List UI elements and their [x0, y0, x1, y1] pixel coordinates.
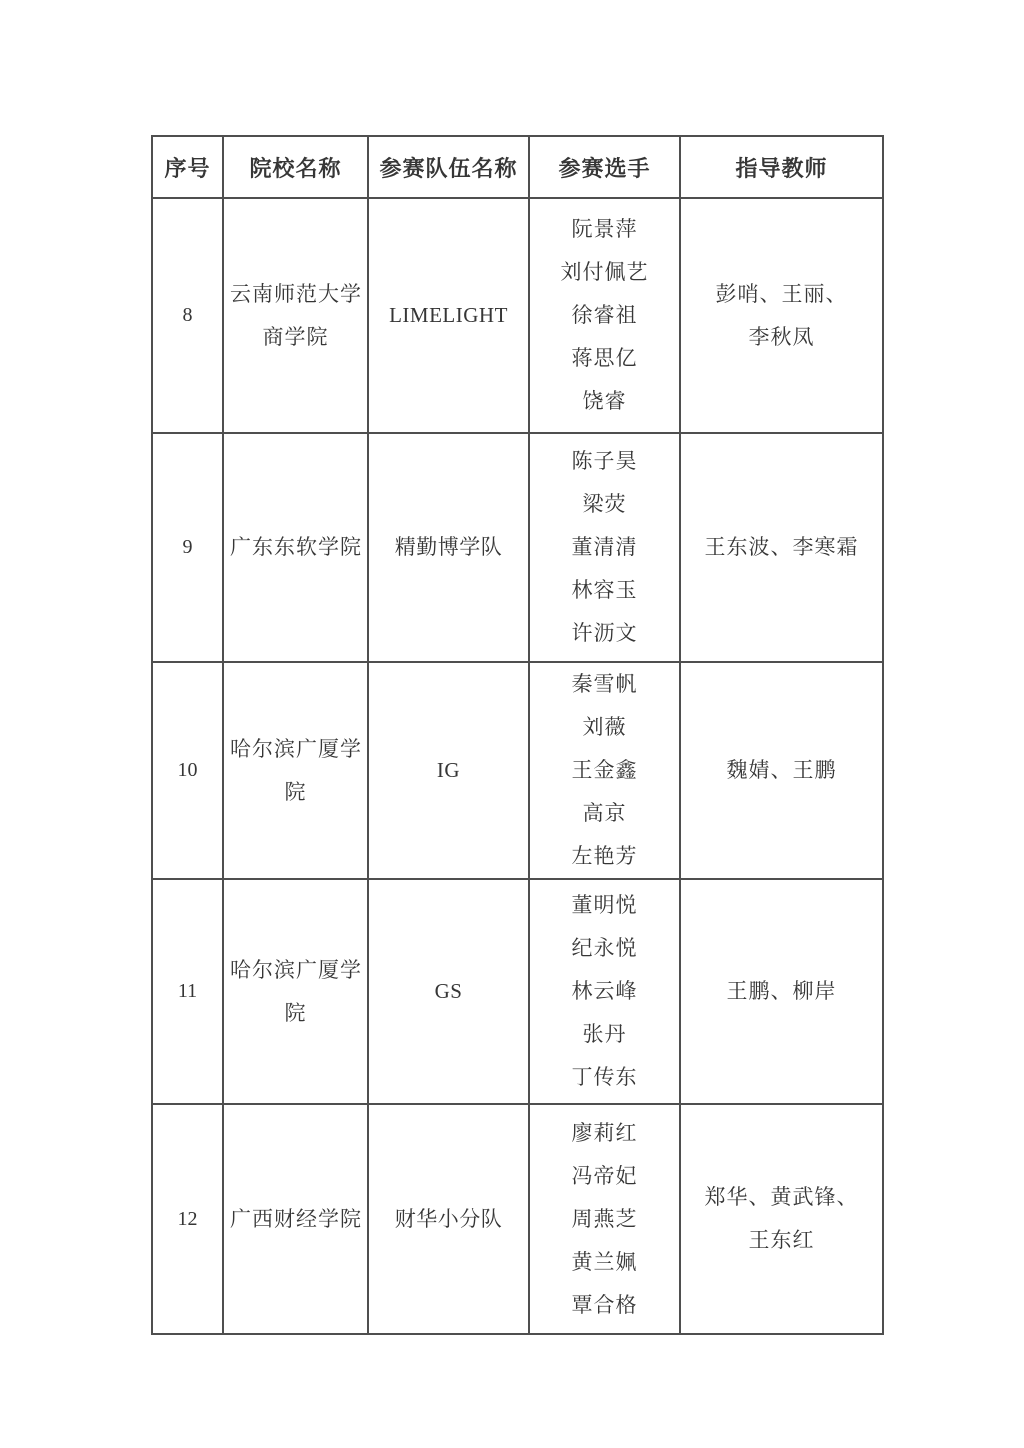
serial-number: 11 — [177, 980, 198, 1002]
team-name: LIMELIGHT — [389, 303, 508, 327]
players-cell — [529, 662, 680, 879]
team-cell — [368, 879, 529, 1104]
team-name: GS — [434, 979, 463, 1003]
team-cell — [368, 1104, 529, 1334]
team-name: 精勤博学队 — [394, 535, 503, 559]
instructors-cell — [680, 879, 883, 1104]
team-name: 财华小分队 — [394, 1206, 503, 1231]
instructor-line: 彭哨、王丽、 — [715, 281, 848, 306]
institution-line: 云南师范大学 — [230, 281, 362, 306]
team-name: IG — [436, 758, 461, 782]
institution-line: 院 — [284, 779, 307, 804]
instructor-line: 魏婧、王鹏 — [726, 758, 837, 782]
column-header-instructors: 指导教师 — [680, 136, 883, 198]
institution-line: 院 — [284, 1000, 307, 1025]
serial-cell — [152, 879, 223, 1104]
player-name: 刘薇 — [582, 715, 627, 739]
players-cell — [529, 879, 680, 1104]
serial-cell — [152, 1104, 223, 1334]
instructors-cell — [680, 662, 883, 879]
institution-line: 商学院 — [262, 324, 329, 349]
serial-number: 12 — [177, 1207, 198, 1230]
team-cell — [368, 198, 529, 433]
teams-table — [151, 135, 884, 1335]
instructor-line: 王东红 — [748, 1228, 815, 1252]
table-header-row — [152, 136, 883, 198]
player-name: 秦雪帆 — [571, 672, 638, 696]
player-name: 冯帝妃 — [571, 1163, 638, 1188]
institution-line: 广东东软学院 — [230, 535, 362, 559]
team-cell — [368, 662, 529, 879]
player-name: 徐睿祖 — [571, 303, 638, 327]
instructor-line: 郑华、黄武锋、 — [704, 1185, 859, 1209]
institution-cell — [223, 198, 368, 433]
institution-line: 广西财经学院 — [230, 1206, 362, 1231]
table-row — [152, 1104, 883, 1334]
player-name: 蒋思亿 — [571, 346, 638, 370]
institution-line: 哈尔滨广厦学 — [230, 736, 362, 761]
institution-cell — [223, 1104, 368, 1334]
table-row — [152, 433, 883, 662]
serial-number: 10 — [177, 759, 198, 781]
player-name: 王金鑫 — [571, 758, 638, 782]
serial-number: 9 — [182, 536, 193, 558]
player-name: 梁荧 — [582, 492, 627, 516]
player-name: 饶睿 — [582, 389, 627, 413]
player-name: 高京 — [582, 801, 627, 825]
player-name: 张丹 — [582, 1022, 627, 1046]
player-name: 黄兰姵 — [571, 1249, 638, 1274]
player-name: 廖莉红 — [571, 1120, 638, 1145]
instructors-cell — [680, 1104, 883, 1334]
player-name: 陈子昊 — [571, 449, 638, 473]
table-row — [152, 662, 883, 879]
player-name: 董清清 — [571, 535, 638, 559]
instructor-line: 王鹏、柳岸 — [726, 979, 837, 1003]
instructor-line: 李秋凤 — [748, 324, 815, 349]
player-name: 左艳芳 — [571, 844, 638, 868]
institution-line: 哈尔滨广厦学 — [230, 957, 362, 982]
institution-cell — [223, 879, 368, 1104]
table-row — [152, 198, 883, 433]
column-header-institution: 院校名称 — [223, 136, 368, 198]
player-name: 纪永悦 — [571, 936, 638, 960]
table-row — [152, 879, 883, 1104]
institution-cell — [223, 433, 368, 662]
instructors-cell — [680, 198, 883, 433]
column-header-serial: 序号 — [152, 136, 223, 198]
player-name: 丁传东 — [571, 1065, 638, 1089]
player-name: 阮景萍 — [571, 217, 638, 241]
player-name: 林云峰 — [571, 979, 638, 1003]
column-header-team: 参赛队伍名称 — [368, 136, 529, 198]
players-cell — [529, 198, 680, 433]
player-name: 覃合格 — [571, 1292, 638, 1317]
player-name: 周燕芝 — [571, 1206, 638, 1231]
serial-cell — [152, 433, 223, 662]
player-name: 许沥文 — [571, 621, 638, 645]
team-cell — [368, 433, 529, 662]
player-name: 董明悦 — [571, 893, 638, 917]
players-cell — [529, 433, 680, 662]
serial-number: 8 — [182, 304, 193, 326]
instructor-line: 王东波、李寒霜 — [704, 535, 859, 559]
serial-cell — [152, 198, 223, 433]
column-header-players: 参赛选手 — [529, 136, 680, 198]
players-cell — [529, 1104, 680, 1334]
institution-cell — [223, 662, 368, 879]
player-name: 林容玉 — [571, 578, 638, 602]
instructors-cell — [680, 433, 883, 662]
player-name: 刘付佩艺 — [560, 260, 649, 284]
serial-cell — [152, 662, 223, 879]
